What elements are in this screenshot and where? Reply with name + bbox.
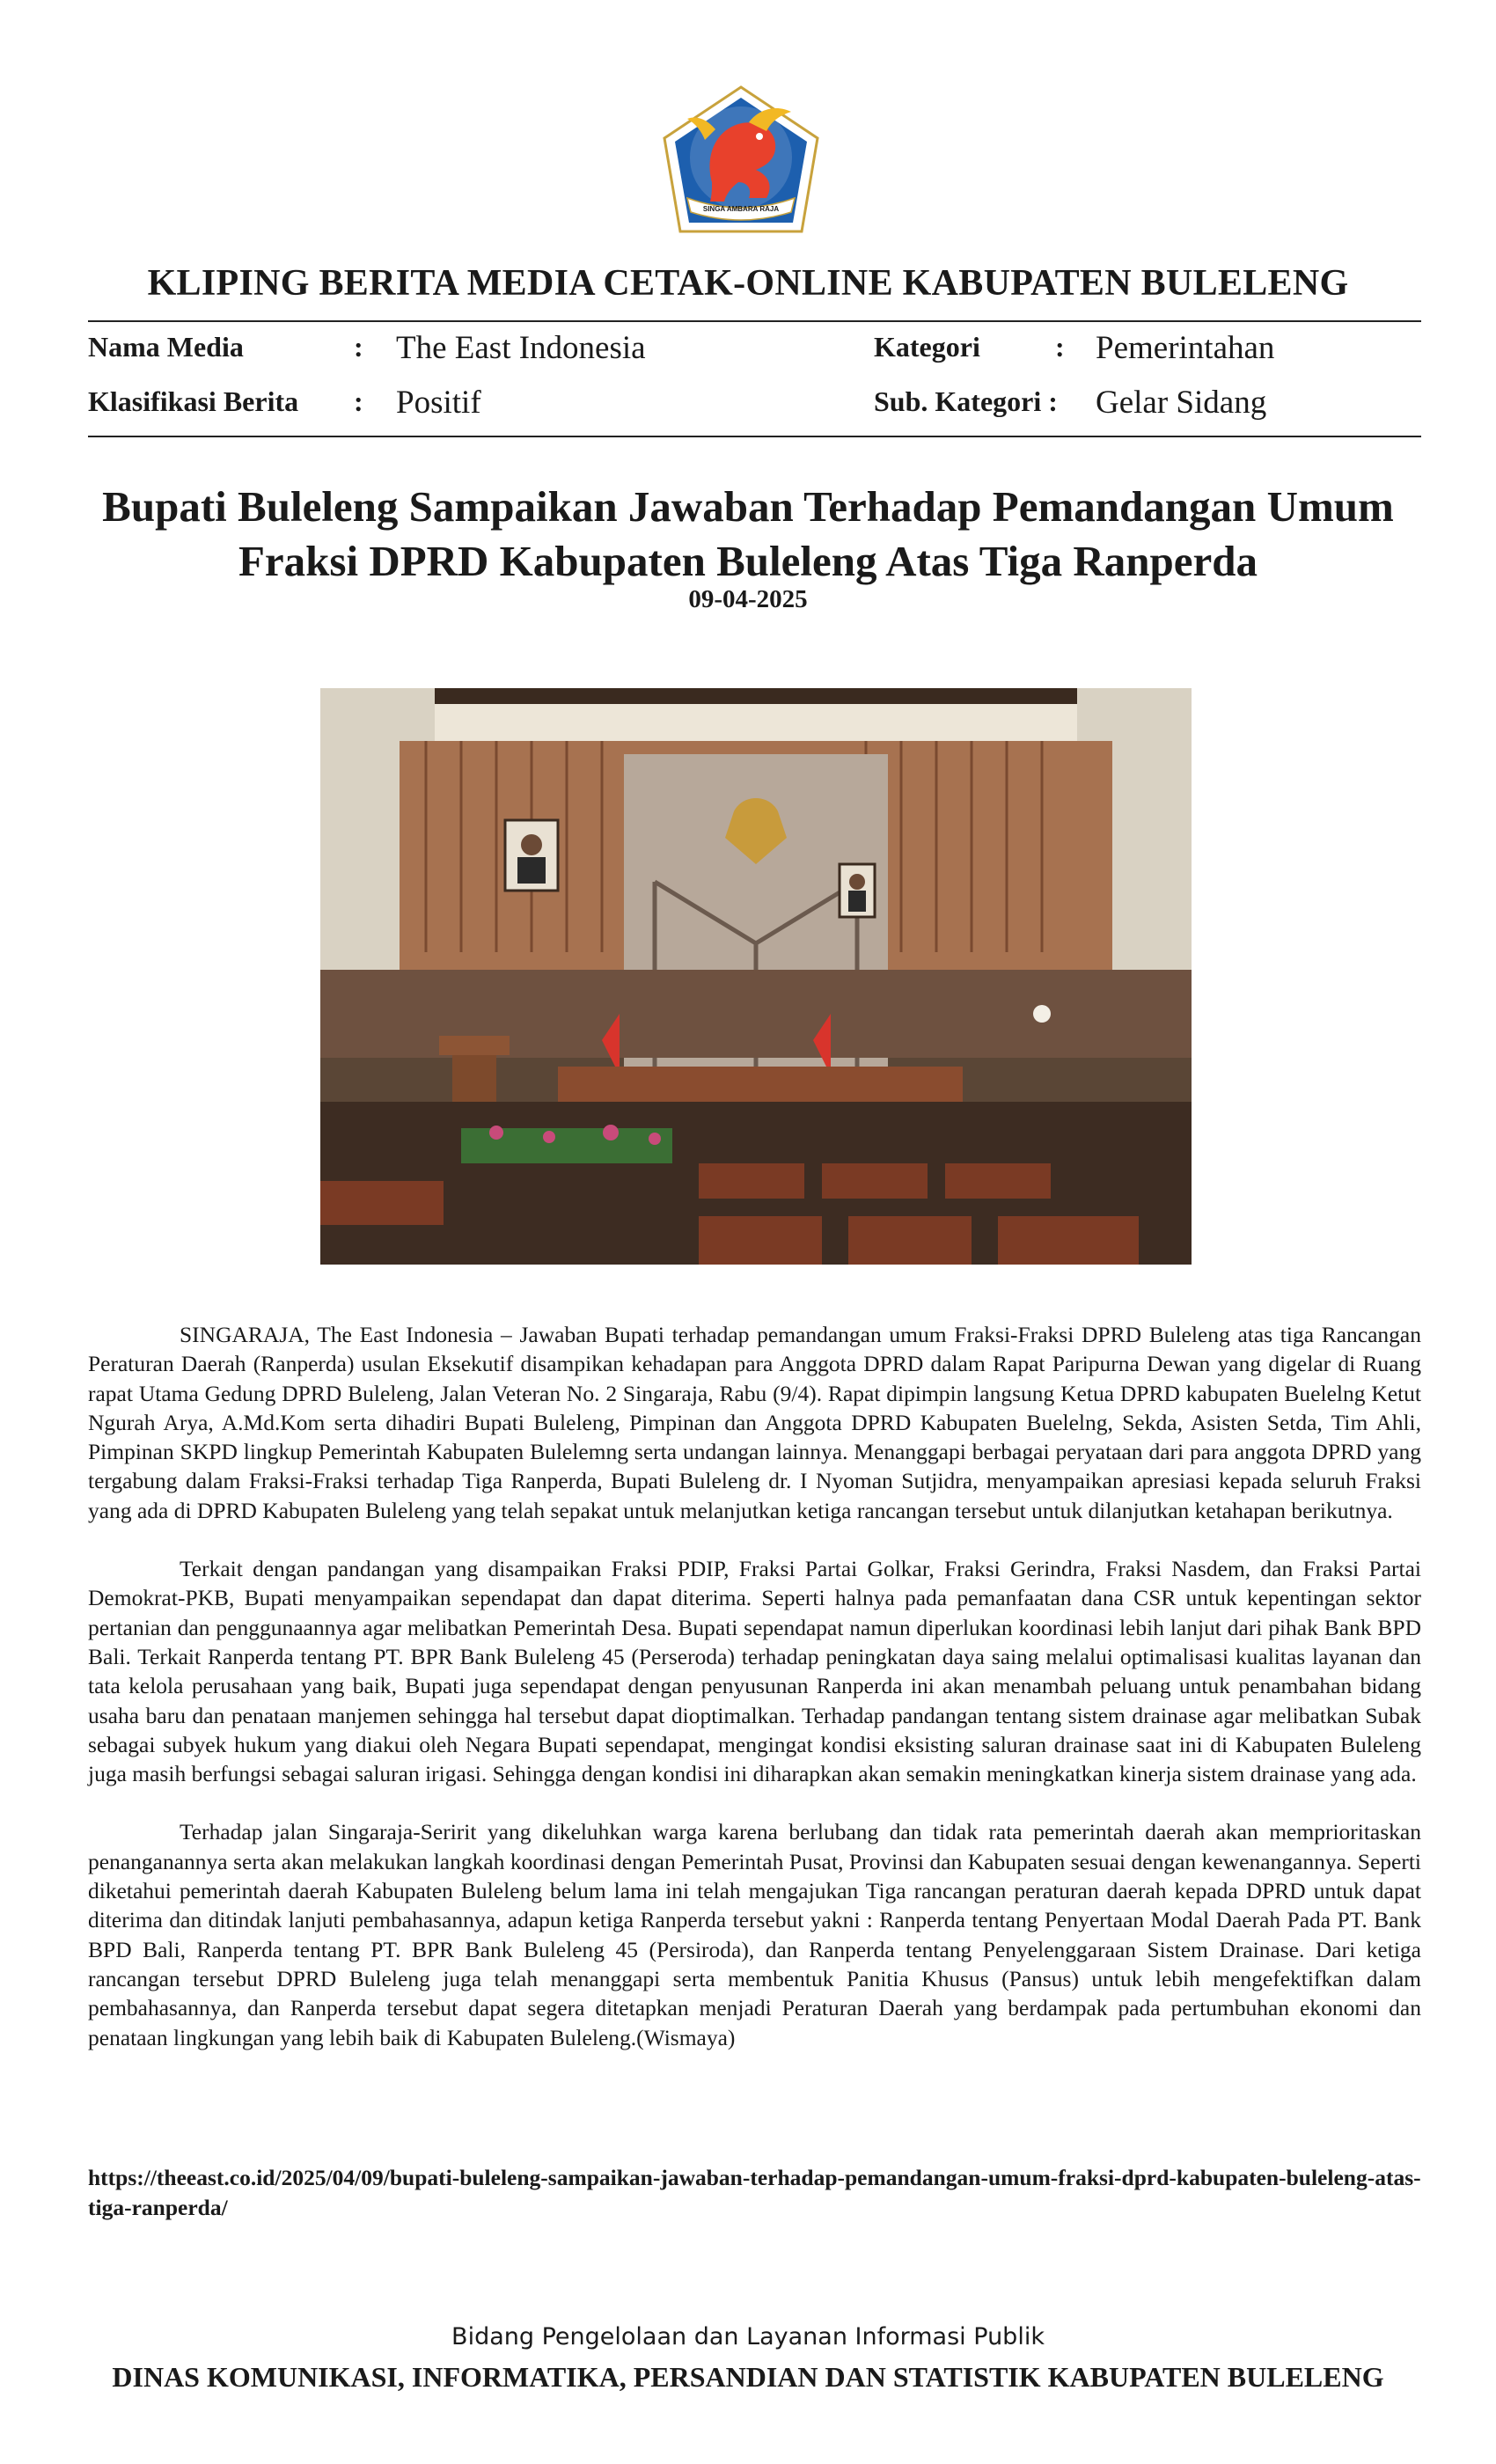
kategori-value: Pemerintahan: [1096, 330, 1275, 366]
sub-kategori-label: Sub. Kategori :: [874, 385, 1058, 417]
article-paragraph-1: SINGARAJA, The East Indonesia – Jawaban Bupati terhadap pemandangan umum Fraksi-Fraksi DPRD Buleleng atas tiga Rancangan Peraturan Daerah (Ranperda) usulan Eksekutif disampikan kehadapan para Anggota DPRD dalam Rapat Paripurna Dewan yang digelar di Ruang rapat Utama Gedung DPRD Buleleng, Jalan Veteran No. 2 Singaraja, Rabu (9/4). Rapat dipimpin langsung Ketua DPRD kabupaten Buelelng Ketut Ngurah Arya, A.Md.Kom serta dihadiri Bupati Buleleng, Pimpinan dan Anggota DPRD Kabupaten Buelelng, Sekda, Asisten Setda, Tim Ahli, Pimpinan SKPD lingkup Pemerintah Kabupaten Bulelemng serta undangan lainnya. Menanggapi berbagai peryataan dari para anggota DPRD yang tergabung dalam Fraksi-Fraksi terhadap Tiga Ranperda, Bupati Buleleng dr. I Nyoman Sutjidra, menyampaikan apresiasi kepada seluruh Fraksi yang ada di DPRD Kabupaten Buleleng yang telah sepakat untuk melanjutkan ketiga rancangan tersebut untuk dilanjutkan ketahapan berikutnya.: [88, 1322, 1421, 1523]
source-url-link[interactable]: https://theeast.co.id/2025/04/09/bupati-buleleng-sampaikan-jawaban-terhadap-pemandangan-umum-fraksi-dprd-kabupaten-buleleng-atas-tiga-ranperda/: [88, 2165, 1421, 2220]
footer-agency: DINAS KOMUNIKASI, INFORMATIKA, PERSANDIAN DAN STATISTIK KABUPATEN BULELENG: [112, 2361, 1384, 2393]
sub-kategori-value: Gelar Sidang: [1096, 385, 1267, 421]
article-photo-council-chamber: [320, 688, 1192, 1265]
footer-department: Bidang Pengelolaan dan Layanan Informasi Publik: [451, 2323, 1045, 2350]
media-label: Nama Media: [88, 331, 244, 363]
article-paragraph-3: Terhadap jalan Singaraja-Seririt yang dikeluhkan warga karena berlubang dan tidak rata pemerintah daerah akan memprioritaskan penanganannya serta akan melakukan langkah koordinasi dengan Pemerintah Pusat, Provinsi dan Kabupaten sesuai dengan kewenangannya. Seperti diketahui pemerintah daerah Kabupaten Buleleng belum lama ini telah mengajukan Tiga rancangan peraturan daerah kepada DPRD untuk dapat diterima dan ditindak lanjuti pembahasannya, adapun ketiga Ranperda tersebut yakni : Ranperda tentang Penyertaan Modal Daerah Pada PT. Bank BPD Bali, Ranperda tentang PT. BPR Bank Buleleng 45 (Persiroda), dan Ranperda tentang Penyelenggaraan Sistem Drainase. Dari ketiga rancangan tersebut DPRD Buleleng juga telah menanggapi serta membentuk Panitia Khusus (Pansus) untuk lebih mengefektifkan dalam pembahasannya, dan Ranperda tersebut dapat segera ditetapkan menjadi Peraturan Daerah yang berdampak pada pertumbuhan ekonomi dan penataan lingkungan yang lebih baik di Kabupaten Buleleng.(Wismaya): [88, 1819, 1421, 2050]
kategori-label: Kategori: [874, 331, 980, 363]
klasifikasi-value: Positif: [396, 385, 481, 421]
buleleng-coat-of-arms-logo: [661, 85, 821, 235]
logo-motto: SINGA AMBARA RAJA: [702, 205, 780, 213]
media-colon: :: [354, 331, 363, 363]
document-header-title: KLIPING BERITA MEDIA CETAK-ONLINE KABUPATEN BULELENG: [147, 263, 1349, 304]
header-rule-top: [88, 320, 1421, 322]
klasifikasi-colon: :: [354, 385, 363, 417]
article-date: 09-04-2025: [688, 585, 808, 613]
headline-line-1: Bupati Buleleng Sampaikan Jawaban Terhadap Pemandangan Umum: [102, 482, 1394, 531]
article-body: [88, 1320, 1421, 2081]
header-rule-bottom: [88, 436, 1421, 437]
headline-line-2: Fraksi DPRD Kabupaten Buleleng Atas Tiga Ranperda: [238, 537, 1258, 585]
article-paragraph-2: Terkait dengan pandangan yang disampaikan Fraksi PDIP, Fraksi Partai Golkar, Fraksi Gerindra, Fraksi Nasdem, dan Fraksi Partai Demokrat-PKB, Bupati menyampaikan sependapat dan dapat diterima. Seperti halnya pada pemanfaatan dana CSR untuk kepentingan sektor pertanian dan penggunaannya agar melibatkan Pemerintah Desa. Bupati sependapat namun diperlukan koordinasi lebih lanjut dari pihak Bank BPD Bali. Terkait Ranperda tentang PT. BPR Bank Buleleng 45 (Perseroda) terhadap peningkatan daya saing melalui optimalisasi kualitas layanan dan tata kelola perusahaan yang baik, Bupati juga sependapat dengan penyusunan Ranperda ini akan menambah peluang untuk penambahan bidang usaha baru dan penataan manjemen sehingga hal tersebut dapat dioptimalkan. Terhadap pandangan tentang sistem drainase agar melibatkan Subak sebagai subyek hukum yang diakui oleh Negara Bupati sependapat, mengingat kondisi eksisting saluran drainase saat ini di Kabupaten Buleleng juga masih berfungsi sebagai saluran irigasi. Sehingga dengan kondisi ini diharapkan akan semakin meningkatkan kinerja sistem drainase yang ada.: [88, 1556, 1421, 1787]
media-value: The East Indonesia: [396, 330, 646, 366]
kategori-colon: :: [1055, 331, 1065, 363]
article-headline: [88, 480, 1408, 589]
klasifikasi-label: Klasifikasi Berita: [88, 385, 299, 417]
